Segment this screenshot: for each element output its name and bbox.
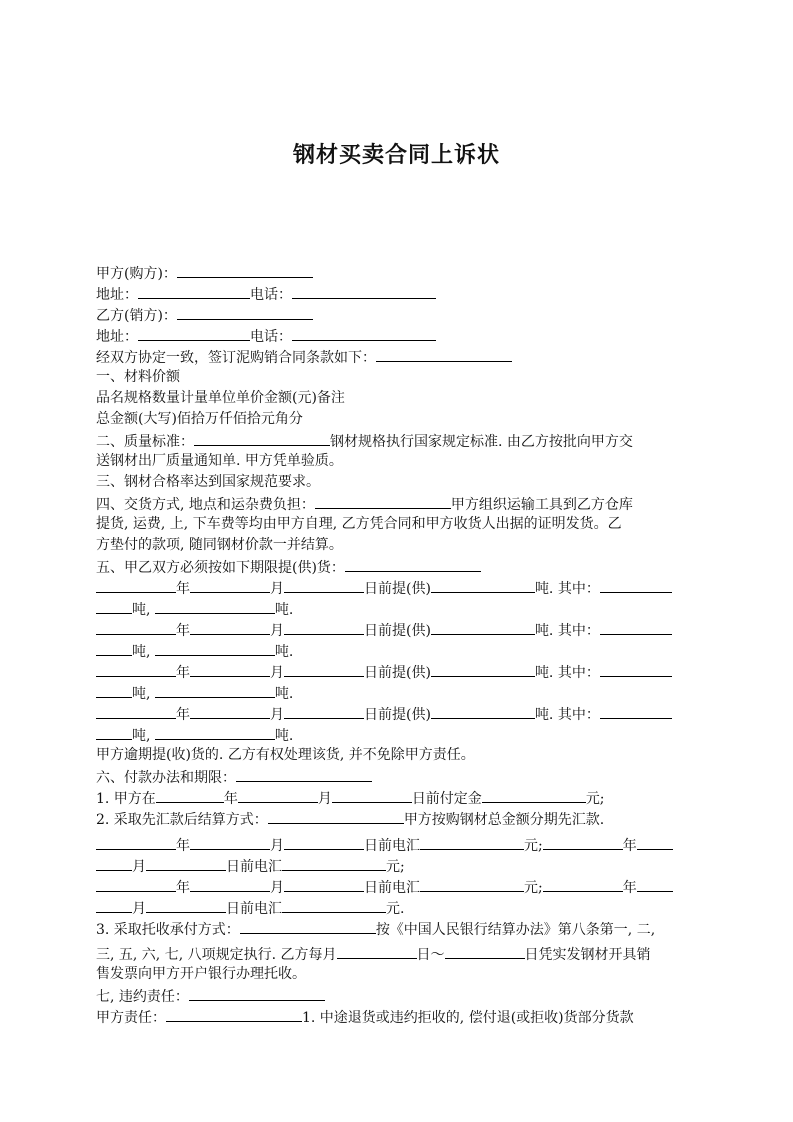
- text-segment: 月: [270, 581, 284, 597]
- fill-in-blank[interactable]: [332, 787, 412, 803]
- fill-in-blank[interactable]: [96, 724, 132, 740]
- document-body: [96, 262, 700, 1027]
- text-segment: 日前提(供): [364, 623, 431, 639]
- text-segment: 年: [223, 791, 238, 807]
- fill-in-blank[interactable]: [337, 943, 417, 959]
- text-segment: 年: [176, 838, 190, 854]
- text-segment: 日前提(供): [364, 665, 431, 681]
- text-line: [96, 745, 700, 766]
- text-line: [96, 409, 700, 430]
- fill-in-blank[interactable]: [315, 493, 451, 509]
- text-segment: 元;: [524, 838, 543, 854]
- fill-in-blank[interactable]: [96, 703, 176, 719]
- text-segment: 七, 违约责任：: [96, 989, 189, 1005]
- fill-in-blank[interactable]: [146, 897, 226, 913]
- text-segment: 甲方组织运输工具到乙方仓库: [450, 497, 633, 513]
- fill-in-blank[interactable]: [190, 619, 270, 635]
- fill-in-blank[interactable]: [420, 876, 524, 892]
- text-segment: 日前付定金: [411, 791, 482, 807]
- text-segment: 日前提(供): [364, 707, 431, 723]
- text-line: [96, 703, 700, 724]
- text-line: [96, 388, 700, 409]
- fill-in-blank[interactable]: [240, 918, 376, 934]
- fill-in-blank[interactable]: [156, 787, 224, 803]
- text-segment: 月: [270, 665, 284, 681]
- fill-in-blank[interactable]: [284, 876, 364, 892]
- text-segment: 月: [132, 859, 146, 875]
- fill-in-blank[interactable]: [284, 703, 364, 719]
- text-segment: 吨,: [132, 644, 155, 660]
- text-segment: 元.: [386, 901, 405, 917]
- fill-in-blank[interactable]: [96, 855, 132, 871]
- fill-in-blank[interactable]: [177, 304, 313, 320]
- text-segment: 日前电汇: [226, 901, 282, 917]
- text-segment: 日凭实发钢材开具销: [524, 947, 651, 963]
- text-segment: 吨,: [132, 728, 155, 744]
- text-line: [96, 304, 700, 325]
- fill-in-blank[interactable]: [637, 834, 673, 850]
- text-segment: 乙方(销方)：: [96, 308, 177, 324]
- text-segment: 吨.: [274, 644, 294, 660]
- text-segment: 日～: [416, 947, 445, 963]
- text-segment: 日前电汇: [226, 859, 282, 875]
- fill-in-blank[interactable]: [284, 577, 364, 593]
- text-segment: 送钢材出厂质量通知单. 甲方凭单验质。: [96, 453, 343, 469]
- fill-in-blank[interactable]: [431, 619, 535, 635]
- text-line: [96, 985, 700, 1006]
- text-line: [96, 535, 700, 556]
- fill-in-blank[interactable]: [282, 897, 386, 913]
- fill-in-blank[interactable]: [282, 855, 386, 871]
- text-segment: 年: [176, 581, 190, 597]
- fill-in-blank[interactable]: [190, 661, 270, 677]
- text-segment: 售发票向甲方开户银行办理托收。: [96, 966, 306, 982]
- text-segment: 甲方按购钢材总金额分期先汇款.: [403, 812, 605, 828]
- text-line: [96, 640, 700, 661]
- text-segment: 月: [270, 707, 284, 723]
- fill-in-blank[interactable]: [96, 640, 132, 656]
- text-line: [96, 577, 700, 598]
- fill-in-blank[interactable]: [155, 640, 275, 656]
- fill-in-blank[interactable]: [543, 834, 623, 850]
- text-line: [96, 493, 700, 514]
- text-segment: 月: [132, 901, 146, 917]
- fill-in-blank[interactable]: [376, 346, 512, 362]
- text-line: [96, 430, 700, 451]
- text-segment: 按《中国人民银行结算办法》第八条第一, 二,: [375, 922, 656, 938]
- text-line: [96, 724, 700, 745]
- text-line: [96, 661, 700, 682]
- fill-in-blank[interactable]: [637, 876, 673, 892]
- fill-in-blank[interactable]: [268, 808, 404, 824]
- text-segment: 2. 采取先汇款后结算方式：: [96, 812, 268, 828]
- text-line: [96, 897, 700, 918]
- fill-in-blank[interactable]: [600, 619, 672, 635]
- fill-in-blank[interactable]: [190, 577, 270, 593]
- fill-in-blank[interactable]: [292, 325, 436, 341]
- fill-in-blank[interactable]: [190, 876, 270, 892]
- text-segment: 年: [622, 880, 637, 896]
- fill-in-blank[interactable]: [96, 897, 132, 913]
- fill-in-blank[interactable]: [292, 283, 436, 299]
- text-line: [96, 876, 700, 897]
- fill-in-blank[interactable]: [238, 787, 318, 803]
- fill-in-blank[interactable]: [138, 325, 250, 341]
- text-segment: 五、甲乙双方必须按如下期限提(供)货：: [96, 560, 345, 576]
- text-line: [96, 556, 700, 577]
- text-segment: 甲方(购方)：: [96, 266, 177, 282]
- text-line: [96, 918, 700, 939]
- fill-in-blank[interactable]: [96, 682, 132, 698]
- fill-in-blank[interactable]: [431, 577, 535, 593]
- fill-in-blank[interactable]: [600, 577, 672, 593]
- text-segment: 经双方协定一致，签订泥购销合同条款如下：: [96, 350, 376, 366]
- text-line: [96, 262, 700, 283]
- text-line: [96, 283, 700, 304]
- text-segment: 电话：: [250, 329, 292, 345]
- fill-in-blank[interactable]: [155, 682, 275, 698]
- text-segment: 日前提(供): [364, 581, 431, 597]
- text-segment: 四、交货方式, 地点和运杂费负担：: [96, 497, 315, 513]
- fill-in-blank[interactable]: [189, 985, 325, 1001]
- text-segment: 吨,: [132, 602, 155, 618]
- text-line: [96, 787, 700, 808]
- text-line: [96, 472, 700, 493]
- fill-in-blank[interactable]: [96, 577, 176, 593]
- text-segment: 日前电汇: [364, 838, 420, 854]
- text-segment: 年: [176, 623, 190, 639]
- text-segment: 年: [176, 880, 190, 896]
- text-segment: 六、付款办法和期限：: [96, 770, 236, 786]
- text-segment: 元;: [524, 880, 543, 896]
- text-segment: 二、质量标准：: [96, 434, 194, 450]
- text-segment: 甲方逾期提(收)货的. 乙方有权处理该货, 并不免除甲方责任。: [96, 747, 475, 763]
- fill-in-blank[interactable]: [600, 661, 672, 677]
- text-segment: 月: [317, 791, 332, 807]
- fill-in-blank[interactable]: [96, 661, 176, 677]
- fill-in-blank[interactable]: [284, 661, 364, 677]
- fill-in-blank[interactable]: [155, 598, 275, 614]
- text-line: [96, 619, 700, 640]
- text-line: [96, 766, 700, 787]
- text-segment: 电话：: [250, 287, 292, 303]
- text-segment: 吨.: [274, 602, 294, 618]
- text-line: [96, 325, 700, 346]
- text-line: [96, 367, 700, 388]
- text-line: [96, 346, 700, 367]
- text-segment: 日前电汇: [364, 880, 420, 896]
- text-segment: 元;: [386, 859, 405, 875]
- text-segment: 吨.: [274, 686, 294, 702]
- fill-in-blank[interactable]: [194, 430, 330, 446]
- text-segment: 月: [270, 838, 284, 854]
- text-segment: 吨. 其中：: [534, 581, 600, 597]
- fill-in-blank[interactable]: [345, 556, 481, 572]
- fill-in-blank[interactable]: [190, 703, 270, 719]
- text-segment: 吨. 其中：: [534, 707, 600, 723]
- text-segment: 提货, 运费, 上, 下车费等均由甲方自理, 乙方凭合同和甲方收货人出据的证明发货。乙: [96, 516, 622, 532]
- fill-in-blank[interactable]: [482, 787, 586, 803]
- fill-in-blank[interactable]: [96, 598, 132, 614]
- text-segment: 吨. 其中：: [534, 623, 600, 639]
- text-line: [96, 1006, 700, 1027]
- document-title: 钢材买卖合同上诉状: [292, 143, 500, 168]
- fill-in-blank[interactable]: [431, 661, 535, 677]
- text-segment: 年: [176, 707, 190, 723]
- fill-in-blank[interactable]: [96, 876, 176, 892]
- fill-in-blank[interactable]: [284, 619, 364, 635]
- text-segment: 钢材规格执行国家规定标准. 由乙方按批向甲方交: [330, 434, 633, 450]
- fill-in-blank[interactable]: [431, 703, 535, 719]
- text-segment: 月: [270, 623, 284, 639]
- text-segment: 方垫付的款项, 随同钢材价款一并结算。: [96, 537, 343, 553]
- fill-in-blank[interactable]: [146, 855, 226, 871]
- text-segment: 三, 五, 六, 七, 八项规定执行. 乙方每月: [96, 947, 337, 963]
- text-line: [96, 834, 700, 855]
- text-segment: 元;: [585, 791, 605, 807]
- text-line: [96, 943, 700, 964]
- text-segment: 吨.: [274, 728, 294, 744]
- fill-in-blank[interactable]: [543, 876, 623, 892]
- text-segment: 地址：: [96, 287, 138, 303]
- fill-in-blank[interactable]: [284, 834, 364, 850]
- fill-in-blank[interactable]: [445, 943, 525, 959]
- text-line: [96, 964, 700, 985]
- fill-in-blank[interactable]: [166, 1006, 302, 1022]
- text-segment: 总金额(大写)佰拾万仟佰拾元角分: [96, 411, 303, 427]
- fill-in-blank[interactable]: [600, 703, 672, 719]
- fill-in-blank[interactable]: [155, 724, 275, 740]
- fill-in-blank[interactable]: [190, 834, 270, 850]
- fill-in-blank[interactable]: [96, 834, 176, 850]
- fill-in-blank[interactable]: [96, 619, 176, 635]
- text-line: [96, 514, 700, 535]
- text-segment: 品名规格数量计量单位单价金额(元)备注: [96, 390, 345, 406]
- fill-in-blank[interactable]: [138, 283, 250, 299]
- text-segment: 吨,: [132, 686, 155, 702]
- text-segment: 年: [622, 838, 637, 854]
- text-line: [96, 808, 700, 829]
- text-line: [96, 682, 700, 703]
- fill-in-blank[interactable]: [420, 834, 524, 850]
- text-segment: 年: [176, 665, 190, 681]
- fill-in-blank[interactable]: [177, 262, 313, 278]
- text-line: [96, 451, 700, 472]
- text-segment: 3. 采取托收承付方式：: [96, 922, 240, 938]
- text-line: [96, 855, 700, 876]
- text-segment: 三、钢材合格率达到国家规范要求。: [96, 474, 320, 490]
- text-segment: 甲方责任：: [96, 1010, 166, 1026]
- text-segment: 吨. 其中：: [534, 665, 600, 681]
- text-segment: 1. 中途退货或违约拒收的, 偿付退(或拒收)货部分货款: [302, 1010, 634, 1026]
- text-line: [96, 598, 700, 619]
- text-segment: 地址：: [96, 329, 138, 345]
- text-segment: 一、材料价额: [96, 369, 180, 385]
- text-segment: 1. 甲方在: [96, 791, 156, 807]
- fill-in-blank[interactable]: [236, 766, 372, 782]
- text-segment: 月: [270, 880, 284, 896]
